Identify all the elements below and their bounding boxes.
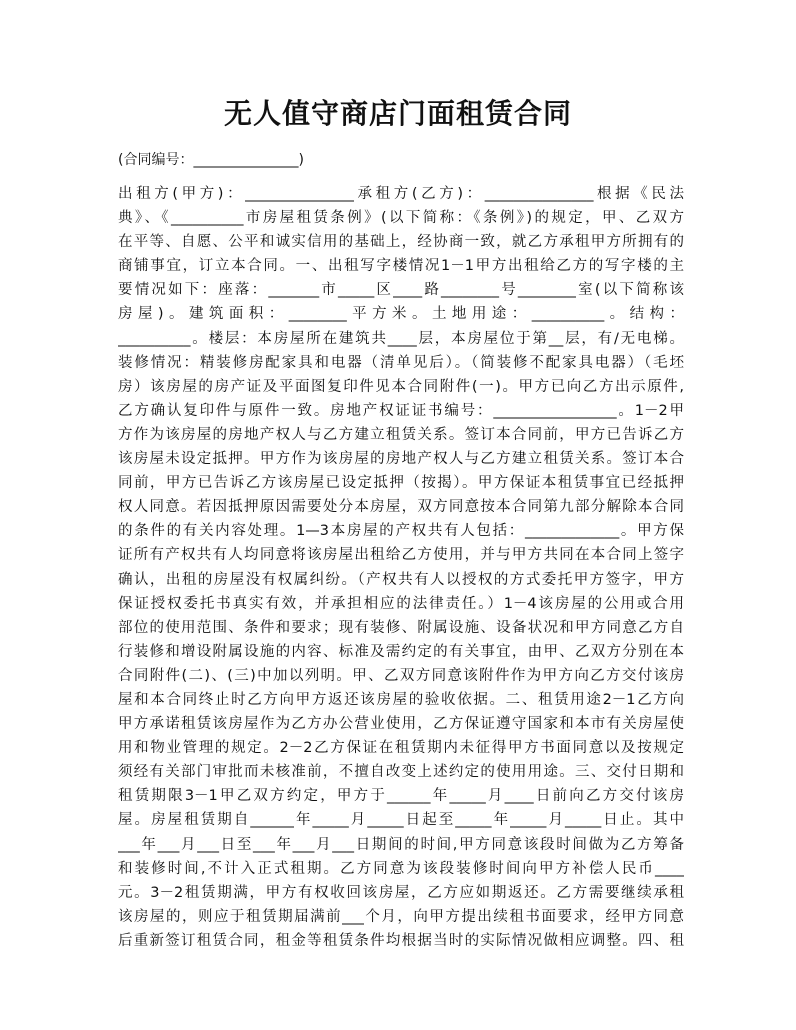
body-line: 房）该房屋的房产证及平面图复印件见本合同附件(一)。甲方已向乙方出示原件, xyxy=(118,378,684,395)
body-line: 和装修时间,不计入正式租期。乙方同意为该段装修时间向甲方补偿人民币____ xyxy=(118,860,684,877)
body-line: 装修情况：精装修房配家具和电器（清单见后）。（简装修不配家具电器）（毛坯 xyxy=(118,354,684,371)
body-line: 元。3－2租赁期满，甲方有权收回该房屋，乙方应如期返还。乙方需要继续承租 xyxy=(118,884,684,901)
body-line: 确认，出租的房屋没有权属纠纷。（产权共有人以授权的方式委托甲方签字，甲方 xyxy=(118,571,684,588)
body-line: __________。楼层：本房屋所在建筑共____层，本房屋位于第__层，有/无电梯。 xyxy=(118,330,684,347)
body-line: 乙方确认复印件与原件一致。房地产权证证书编号：_________________。1－2甲 xyxy=(118,402,684,419)
contract-number-line: (合同编号：_______________) xyxy=(118,152,304,168)
body-line: 行装修和增设附属设施的内容、标准及需约定的有关事宜，由甲、乙双方分别在本 xyxy=(118,643,684,660)
body-line: 方作为该房屋的房地产权人与乙方建立租赁关系。签订本合同前，甲方已告诉乙方 xyxy=(118,426,684,443)
document-title: 无人值守商店门面租赁合同 xyxy=(223,97,572,130)
body-line: 合同附件(二)、(三)中加以列明。甲、乙双方同意该附件作为甲方向乙方交付该房 xyxy=(118,667,684,684)
body-line: 租赁期限3－1甲乙双方约定，甲方于______年_____月____日前向乙方交付该房 xyxy=(118,788,684,805)
body-line: 在平等、自愿、公平和诚实信用的基础上，经协商一致，就乙方承租甲方所拥有的 xyxy=(118,234,684,251)
body-line: 部位的使用范围、条件和要求；现有装修、附属设施、设备状况和甲方同意乙方自 xyxy=(118,619,684,636)
body-line: 商铺事宜，订立本合同。一、出租写字楼情况1－1甲方出租给乙方的写字楼的主 xyxy=(118,258,684,275)
body-line: 该房屋的，则应于租赁期届满前___个月，向甲方提出续租书面要求，经甲方同意 xyxy=(118,908,684,925)
body-line: 用和物业管理的规定。2－2乙方保证在租赁期内未征得甲方书面同意以及按规定 xyxy=(118,740,684,757)
body-line: 典》、《__________市房屋租赁条例》(以下简称：《条例》)的规定，甲、乙双方 xyxy=(118,210,684,227)
body-line: ___年___月___日至___年___月___日期间的时间,甲方同意该段时间做为乙方筹备 xyxy=(118,836,684,853)
body-line: 权人同意。若因抵押原因需要处分本房屋，双方同意按本合同第九部分解除本合同 xyxy=(118,499,684,516)
body-line: 证所有产权共有人均同意将该房屋出租给乙方使用，并与甲方共同在本合同上签字 xyxy=(118,547,684,564)
body-line: 同前，甲方已告诉乙方该房屋已设定抵押（按揭）。甲方保证本租赁事宜已经抵押 xyxy=(118,475,684,492)
body-line: 要情况如下：座落：_______市_____区____路________号________室(以下简称该 xyxy=(118,282,684,299)
body-line: 屋和本合同终止时乙方向甲方返还该房屋的验收依据。二、租赁用途2－1乙方向 xyxy=(118,691,684,708)
body-line: 房屋)。建筑面积：________平方米。土地用途：__________。结构： xyxy=(118,306,684,323)
body-line: 该房屋未设定抵押。甲方作为该房屋的房地产权人与乙方建立租赁关系。签订本合 xyxy=(118,451,684,468)
body-line: 保证授权委托书真实有效，并承担相应的法律责任。）1－4该房屋的公用或合用 xyxy=(118,595,684,612)
body-line: 出租方(甲方)：_______________承租方(乙方)：_______________根据《民法 xyxy=(118,186,684,202)
body-line: 屋。房屋租赁期自______年_____月_____日起至_____年_____月_____日止。其中 xyxy=(118,812,684,829)
contract-body xyxy=(118,182,684,953)
body-line: 后重新签订租赁合同，租金等租赁条件均根据当时的实际情况做相应调整。四、租 xyxy=(118,932,684,949)
body-line: 的条件的有关内容处理。1—3本房屋的产权共有人包括：_____________。甲方保 xyxy=(118,523,684,540)
body-line: 甲方承诺租赁该房屋作为乙方办公营业使用，乙方保证遵守国家和本市有关房屋使 xyxy=(118,716,684,733)
body-line: 须经有关部门审批而未核准前，不擅自改变上述约定的使用用途。三、交付日期和 xyxy=(118,764,684,781)
